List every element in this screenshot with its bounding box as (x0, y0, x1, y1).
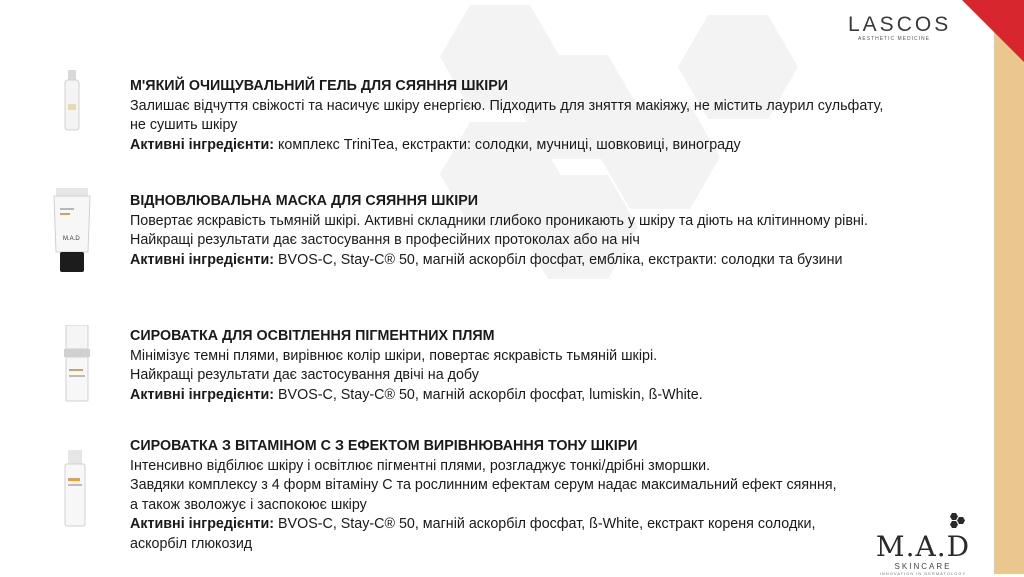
mad-logo-text: M.A.D (875, 530, 971, 563)
product-ingredients (130, 251, 960, 271)
product-description-line: Найкращі результати дає застосування в професійних протоколах або на ніч (130, 232, 640, 248)
ingredients-label: Активні інгредієнти: (130, 251, 275, 268)
product-ingredients (130, 136, 960, 156)
product-vitamin-c-serum (130, 437, 960, 554)
product-spot-serum (130, 327, 960, 405)
red-corner-accent (962, 0, 1024, 62)
product-description-line: Завдяки комплексу з 4 форм вітаміну С та рослинним ефектам серум надає максимальний ефект сяяння, (130, 477, 837, 493)
product-description-line: а також зволожує і заспокоює шкіру (130, 496, 367, 513)
mad-logo-tagline: INNOVATION IN DERMATOLOGY (879, 571, 967, 576)
product-description-line: Мінімізує темні плями, вирівнює колір шкіри, повертає яскравість тьмяній шкірі. (130, 347, 658, 364)
product-description-line: Найкращі результати дає застосування двічі на добу (130, 367, 479, 383)
product-description-line: Повертає яскравість тьмяній шкірі. Активні складники глибоко проникають у шкіру та діють на клітинному рівні. (130, 212, 868, 229)
mad-skincare-logo (868, 510, 978, 577)
ingredients-label: Активні інгредієнти: (130, 386, 275, 403)
ingredients-list: BVOS-C, Stay-C® 50, магній аскорбіл фосфат, емблiка, екстракти: солодки та бузини (274, 251, 843, 268)
ingredients-label: Активні інгредієнти: (130, 516, 275, 532)
ingredients-list: комплекс TriniTea, екстракти: солодки, мучниці, шовковиці, винограду (274, 136, 741, 153)
vitamin-c-serum-thumbnail (60, 450, 90, 528)
mad-logo-subtitle: SKINCARE (894, 562, 952, 571)
product-title: СИРОВАТКА З ВІТАМІНОМ С З ЕФЕКТОМ ВИРІВНЮВАННЯ ТОНУ ШКІРИ (130, 438, 638, 454)
cleansing-gel-thumbnail (60, 70, 84, 132)
product-ingredients (130, 515, 960, 535)
product-title: М'ЯКИЙ ОЧИЩУВАЛЬНИЙ ГЕЛЬ ДЛЯ СЯЯННЯ ШКІРИ (130, 78, 509, 94)
ingredients-list: BVOS-C, Stay-C® 50, магній аскорбіл фосфат, ß-White, екстракт кореня солодки, (274, 516, 816, 532)
product-description-line: Інтенсивно відбілює шкіру і освітлює пігментні плями, розгладжує тонкі/дрібні зморшки. (130, 457, 711, 474)
lascos-logo (848, 13, 952, 43)
product-title: СИРОВАТКА ДЛЯ ОСВІТЛЕННЯ ПІГМЕНТНИХ ПЛЯМ (130, 328, 495, 344)
product-title: ВІДНОВЛЮВАЛЬНА МАСКА ДЛЯ СЯЯННЯ ШКІРИ (130, 193, 479, 209)
product-cleansing-gel (130, 77, 960, 155)
spot-serum-thumbnail (62, 325, 92, 403)
gold-side-bar (994, 0, 1024, 574)
product-ingredients (130, 386, 960, 406)
brightening-mask-thumbnail (50, 188, 94, 273)
ingredients-label: Активні інгредієнти: (130, 136, 275, 153)
ingredients-list-continued: аскорбіл глюкозид (130, 535, 253, 552)
product-brightening-mask (130, 192, 960, 270)
lascos-logo-text: LASCOS (848, 13, 952, 36)
ingredients-list: BVOS-C, Stay-C® 50, магній аскорбіл фосфат, lumiskin, ß-White. (274, 386, 703, 403)
product-description-line: Залишає відчуття свіжості та насичує шкіру енергією. Підходить для зняття макіяжу, не містить лаурил сульфату, (130, 97, 884, 114)
mask-brand-label: M.A.D (63, 236, 80, 242)
product-description-line: не сушить шкіру (130, 117, 238, 133)
lascos-logo-subtitle: AESTHETIC MEDICINE (858, 36, 930, 42)
